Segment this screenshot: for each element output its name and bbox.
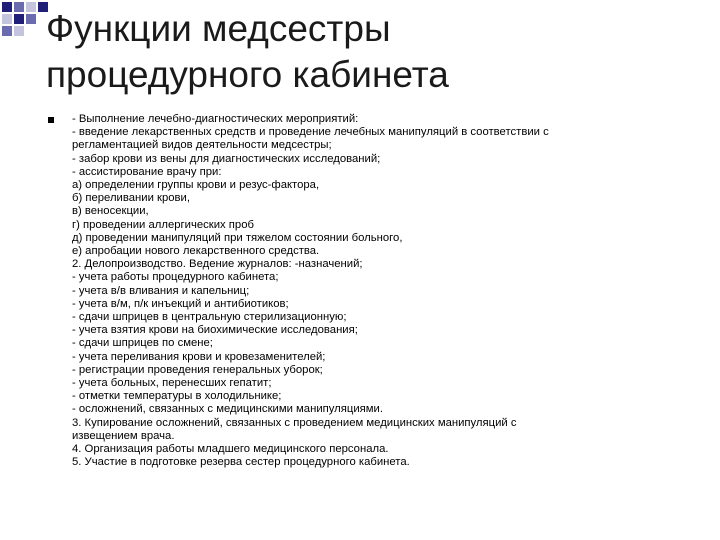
text-line: - отметки температуры в холодильнике; [72, 390, 282, 403]
text-line: - Выполнение лечебно-диагностических мероприятий: [72, 113, 359, 125]
text-line: а) определении группы крови и резус-фактора, [72, 179, 320, 192]
text-line: б) переливании крови, [72, 192, 190, 205]
text-line: - забор крови из вены для диагностических исследований; [72, 152, 381, 165]
text-line: - сдачи шприцев в центральную стерилизационную; [72, 311, 347, 324]
text-line: - учета взятия крови на биохимические исследования; [72, 324, 358, 337]
deco-square-icon [26, 14, 36, 24]
text-line: е) апробации нового лекарственного средства. [72, 245, 320, 258]
text-line: - учета переливания крови и кровезаменителей; [72, 350, 326, 363]
text-line: 2. Делопроизводство. Ведение журналов: -назначений; [72, 258, 363, 271]
text-line: - сдачи шприцев по смене; [72, 337, 213, 350]
deco-square-icon [2, 26, 12, 36]
text-line: 4. Организация работы младшего медицинского персонала. [72, 443, 389, 456]
text-line: - учета в/м, п/к инъекций и антибиотиков; [72, 297, 289, 310]
deco-square-icon [14, 26, 24, 36]
text-line: 5. Участие в подготовке резерва сестер процедурного кабинета. [72, 456, 410, 469]
slide-title-line-2: процедурного кабинета [46, 54, 449, 95]
text-line: 3. Купирование осложнений, связанных с проведением медицинских манипуляций с [72, 416, 517, 429]
text-line: д) проведении манипуляций при тяжелом состоянии больного, [72, 231, 403, 244]
deco-square-icon [26, 2, 36, 12]
text-line: - введение лекарственных средств и проведение лечебных манипуляций в соответствии с [72, 126, 549, 139]
bullet-text-block [72, 113, 692, 469]
deco-square-icon [2, 14, 12, 24]
text-line: - учета в/в вливания и капельниц; [72, 284, 250, 297]
text-line: - ассистирование врачу при: [72, 165, 222, 178]
deco-square-icon [14, 14, 24, 24]
text-line: - учета работы процедурного кабинета; [72, 271, 279, 284]
text-line: - учета больных, перенесших гепатит; [72, 377, 272, 390]
text-line: регламентацией видов деятельности медсестры; [72, 139, 332, 152]
slide-title-line-1: Функции медсестры [46, 8, 391, 49]
deco-square-icon [14, 2, 24, 12]
text-line: извещением врача. [72, 429, 175, 442]
text-line: - осложнений, связанных с медицинскими манипуляциями. [72, 403, 383, 416]
deco-square-icon [2, 2, 12, 12]
text-line: г) проведении аллергических проб [72, 218, 254, 231]
text-line: - регистрации проведения генеральных уборок; [72, 363, 323, 376]
text-line: в) веносекции, [72, 205, 149, 218]
slide-title [46, 6, 686, 98]
square-bullet-icon [48, 117, 54, 123]
